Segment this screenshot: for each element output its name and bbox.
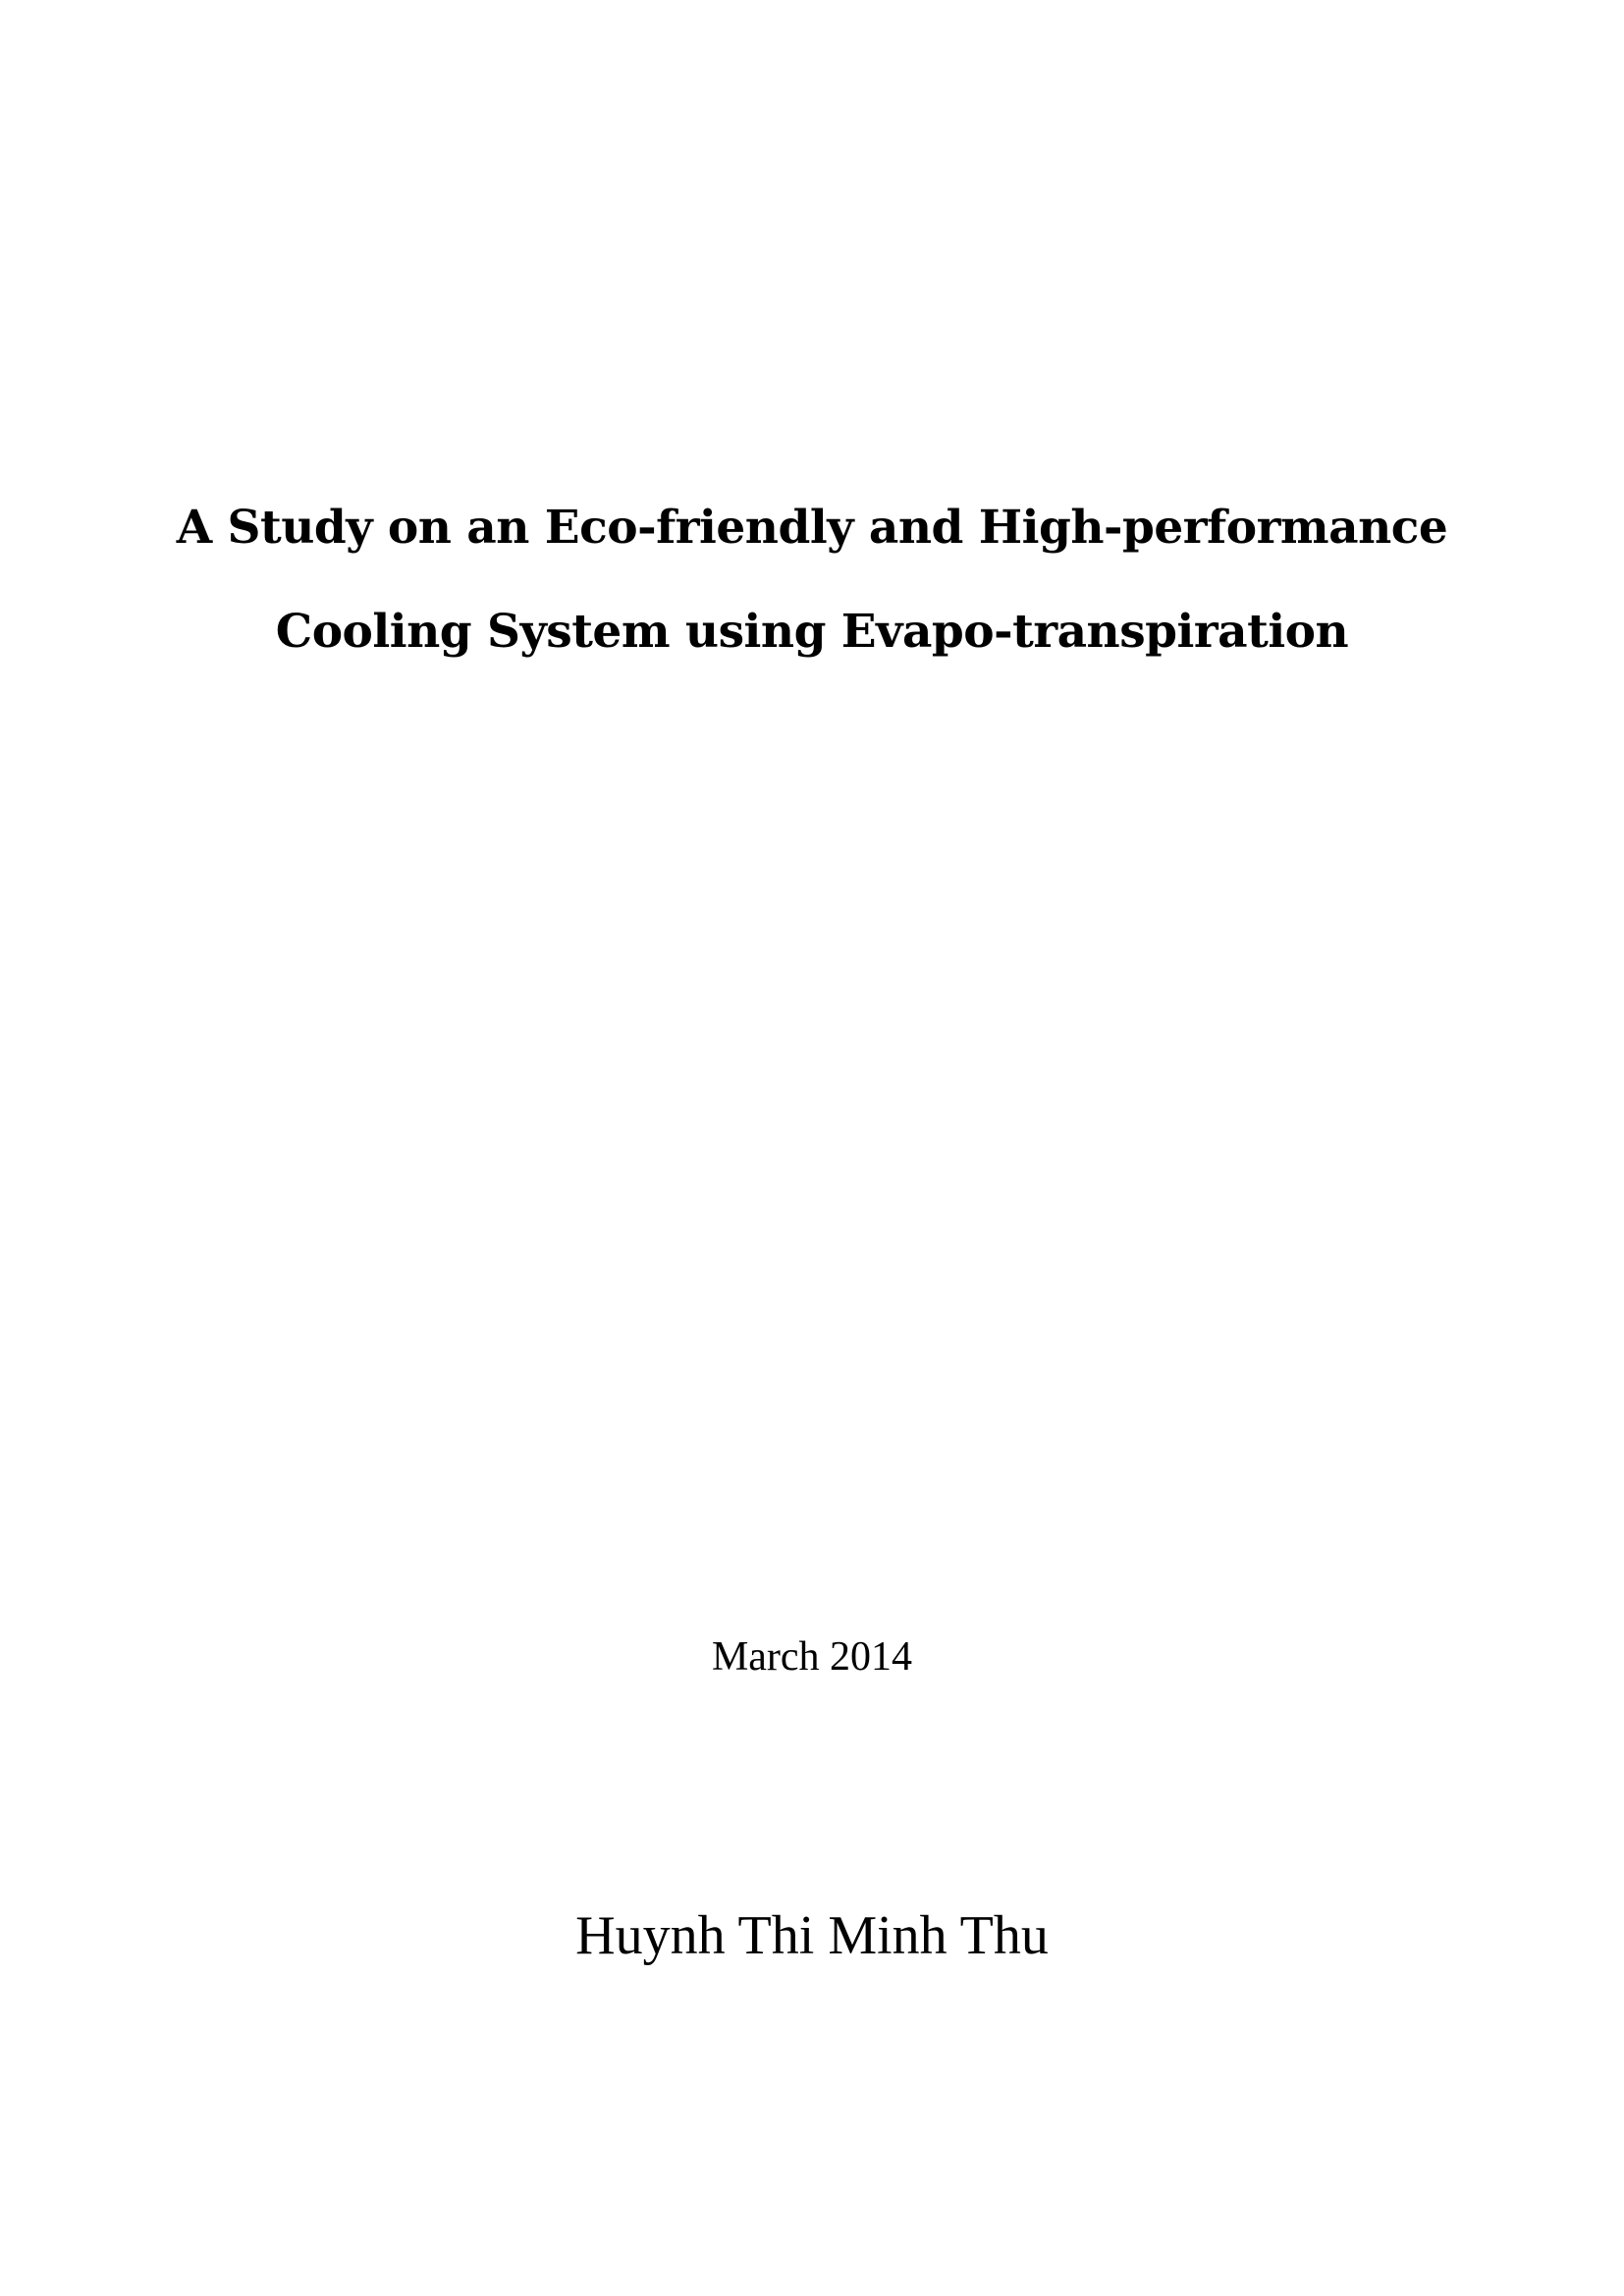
title-line-1: A Study on an Eco-friendly and High-performance xyxy=(176,501,1448,555)
title-line-2: Cooling System using Evapo-transpiration xyxy=(275,605,1349,659)
submission-date: March 2014 xyxy=(711,1634,913,1680)
title-block xyxy=(0,499,1624,662)
author-name: Huynh Thi Minh Thu xyxy=(575,1905,1049,1966)
